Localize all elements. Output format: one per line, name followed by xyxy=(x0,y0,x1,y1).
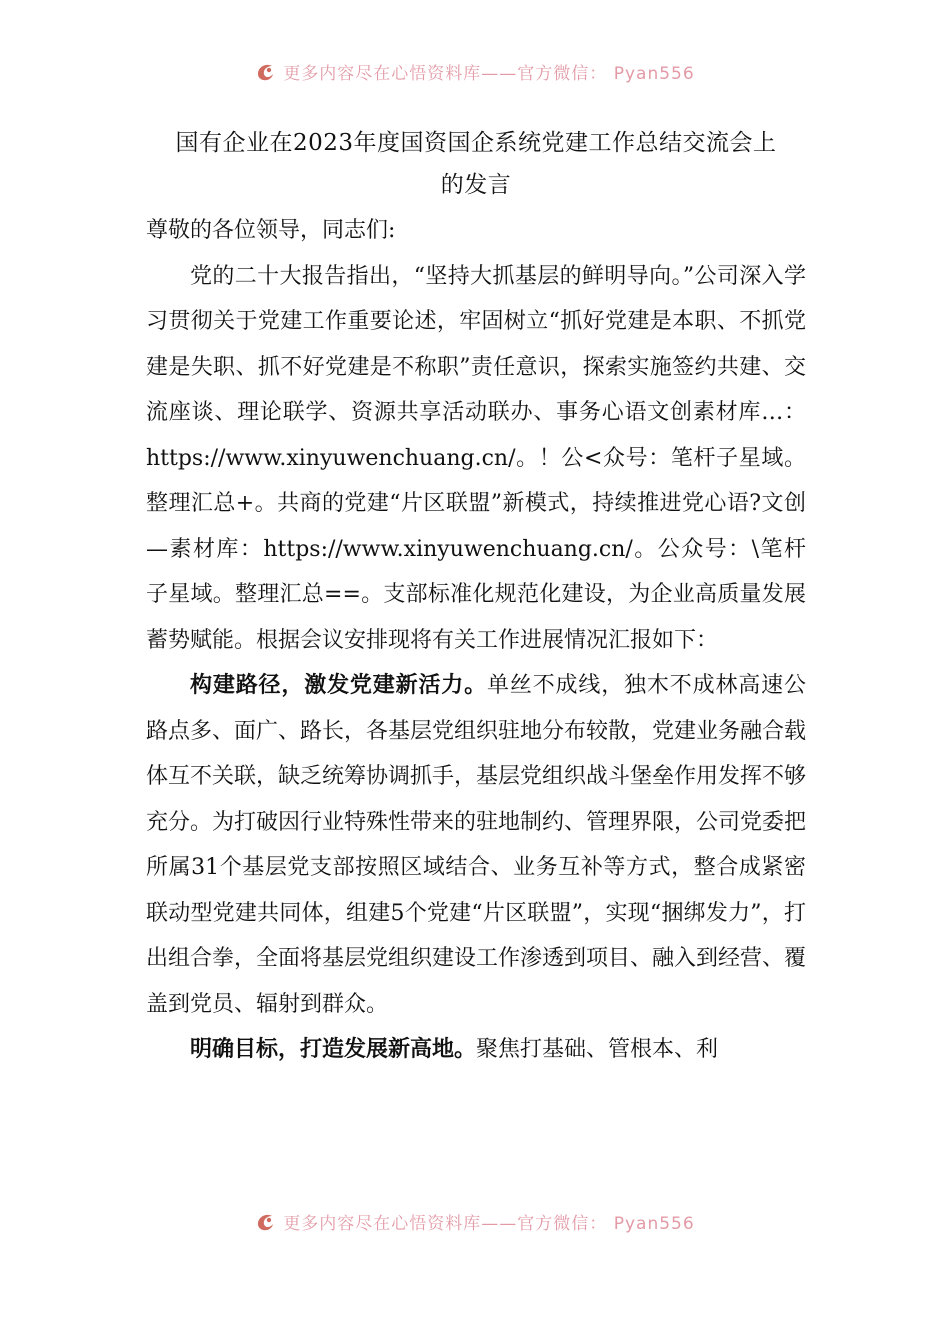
paragraph-intro: 党的二十大报告指出，“坚持大抓基层的鲜明导向。”公司深入学习贯彻关于党建工作重要论述，牢固树立“抓好党建是本职、不抓党建是失职、抓不好党建是不称职”责任意识，探索实施签约共建、交流座谈、理论联学、资源共享活动联办、事务心语文创素材库…：https://www.xinyuwenchuang.cn/。！公<众号：笔杆子星域。整理汇总+。共商的党建“片区联盟”新模式，持续推进党心语?文创—素材库：https://www.xinyuwenchuang.cn/。公众号：\笔杆子星域。整理汇总==。支部标准化规范化建设，为企业高质量发展蓄势赋能。根据会议安排现将有关工作进展情况汇报如下： xyxy=(146,263,806,653)
logo-icon xyxy=(255,1210,277,1232)
logo-icon xyxy=(255,60,277,82)
document-title-line-1: 国有企业在2023年度国资国企系统党建工作总结交流会上 xyxy=(175,130,777,156)
section-2-heading: 明确目标，打造发展新高地。 xyxy=(190,1036,477,1062)
header-watermark xyxy=(0,56,950,86)
document-body xyxy=(146,122,806,1073)
watermark-text: 更多内容尽在心悟资料库——官方微信： Pyan556 xyxy=(283,63,695,84)
paragraph-section-1 xyxy=(146,663,806,1027)
paragraph-section-2 xyxy=(146,1027,806,1073)
section-1-heading: 构建路径，激发党建新活力。 xyxy=(190,672,487,698)
section-2-body: 聚焦打基础、管根本、利 xyxy=(476,1037,719,1062)
salutation: 尊敬的各位领导，同志们: xyxy=(146,218,396,243)
watermark-text: 更多内容尽在心悟资料库——官方微信： Pyan556 xyxy=(283,1213,695,1234)
footer-watermark xyxy=(0,1206,950,1236)
document-title-line-2: 的发言 xyxy=(440,172,512,198)
section-1-body: 单丝不成线，独木不成林高速公路点多、面广、路长，各基层党组织驻地分布较散，党建业务融合载体互不关联，缺乏统筹协调抓手，基层党组织战斗堡垒作用发挥不够充分。为打破因行业特殊性带来的驻地制约、管理界限，公司党委把所属31个基层党支部按照区域结合、业务互补等方式，整合成紧密联动型党建共同体，组建5个党建“片区联盟”，实现“捆绑发力”，打出组合拳，全面将基层党组织建设工作渗透到项目、融入到经营、覆盖到党员、辐射到群众。 xyxy=(146,673,807,1017)
